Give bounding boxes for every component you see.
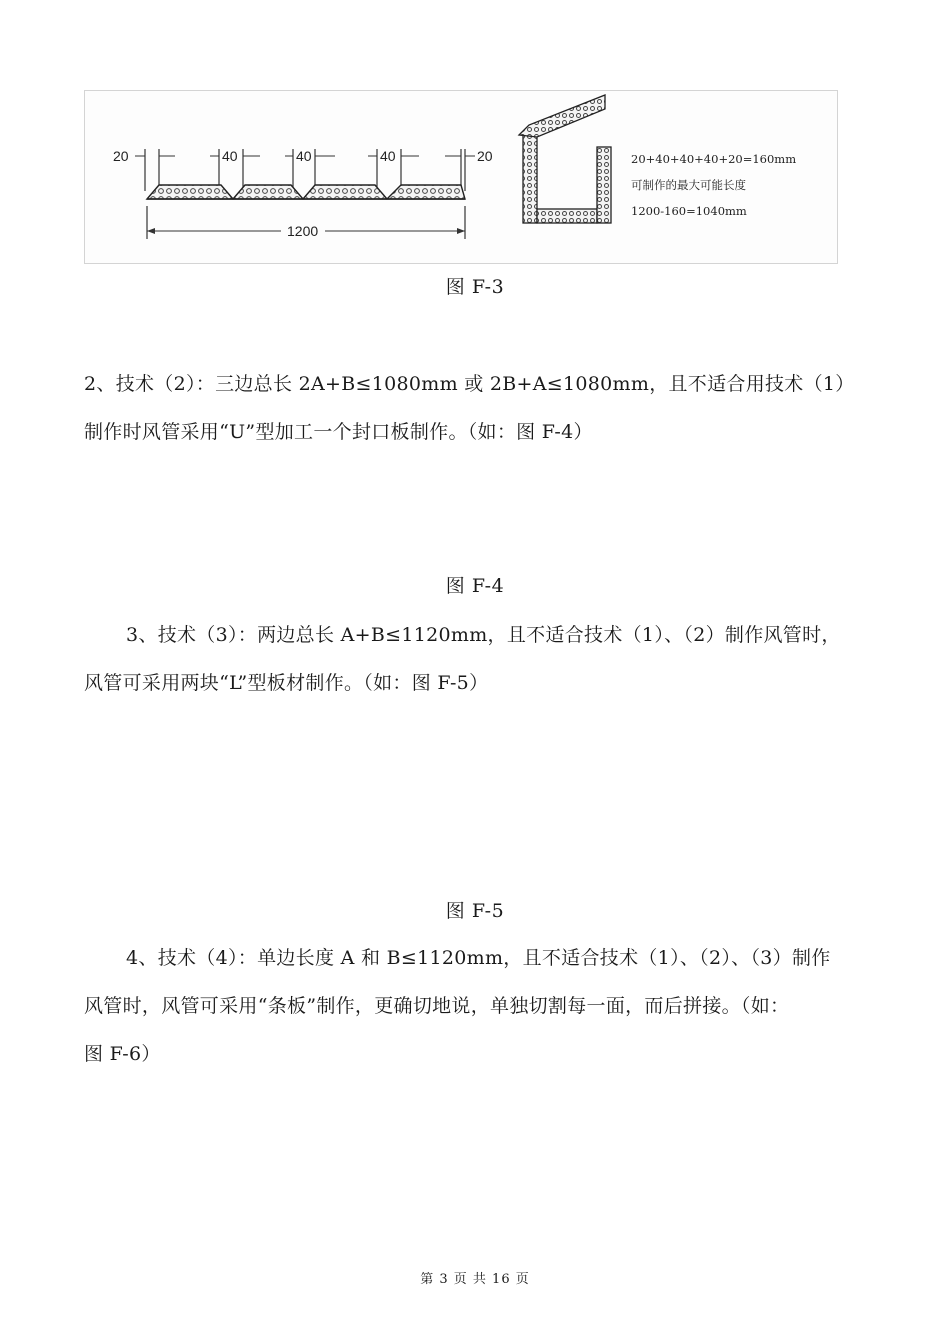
- paragraph-technique-4: [84, 934, 890, 1078]
- paragraph-line: 4、技术（4）：单边长度 A 和 B≤1120mm，且不适合技术（1）、（2）、（3）制作: [126, 947, 831, 969]
- note-line-3: 1200-160=1040mm: [631, 204, 747, 218]
- paragraph-technique-3: [84, 611, 890, 707]
- paragraph-line: 3、技术（3）：两边总长 A+B≤1120mm，且不适合技术（1）、（2）制作风管时，: [126, 624, 841, 646]
- paragraph-line: 制作时风管采用“U”型加工一个封口板制作。（如：图 F-4）: [84, 421, 593, 443]
- paragraph-technique-2: [84, 312, 890, 456]
- figure-f3: [84, 90, 838, 264]
- figure-f3-drawing: [85, 91, 837, 263]
- grooved-board: [147, 185, 465, 199]
- paragraph-line: 风管可采用两块“L”型板材制作。（如：图 F-5）: [84, 672, 489, 694]
- page-footer: 第 3 页 共 16 页: [420, 1272, 530, 1287]
- caption-f5: 图 F-5: [445, 900, 505, 922]
- note-line-1: 20+40+40+40+20=160mm: [631, 152, 797, 166]
- folded-duct-section: [519, 95, 611, 223]
- dim-total-length: 1200: [287, 223, 319, 239]
- paragraph-line: 风管时，风管可采用“条板”制作，更确切地说，单独切割每一面，而后拼接。（如：: [84, 995, 790, 1017]
- caption-f3: 图 F-3: [445, 276, 505, 298]
- paragraph-line: 2、技术（2）：三边总长 2A+B≤1080mm 或 2B+A≤1080mm，且不适合用技术（1）: [84, 373, 855, 395]
- dim-gap-3: 40: [380, 148, 396, 164]
- dim-gap-2: 40: [296, 148, 312, 164]
- note-line-2: 可制作的最大可能长度: [631, 178, 746, 192]
- caption-f4: 图 F-4: [445, 575, 505, 597]
- paragraph-line: 图 F-6）: [84, 1043, 161, 1065]
- dim-gap-1: 40: [222, 148, 238, 164]
- dim-left-margin: 20: [113, 148, 129, 164]
- dim-right-margin: 20: [477, 148, 493, 164]
